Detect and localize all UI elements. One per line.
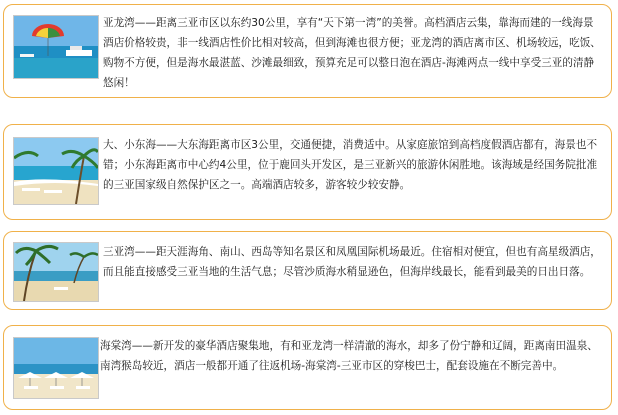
beach-card-sanya-bay — [3, 231, 612, 310]
beach-card-dadonghai — [3, 124, 612, 220]
beach-card-haitang — [3, 325, 612, 410]
dadonghai-description: 大、小东海——大东海距离市区3公里，交通便捷，消费适中。从家庭旅馆到高档度假酒店都有，海景也不错；小东海距离市中心约4公里，位于鹿回头开发区，是三亚新兴的旅游休闲胜地。该海域是经国务院批准的三亚国家级自然保护区之一。高端酒店较多，游客较少较安静。 — [103, 139, 598, 191]
haitang-bay-photo — [13, 337, 99, 399]
sanya-bay-photo — [13, 242, 99, 302]
yalong-bay-description: 亚龙湾——距离三亚市区以东约30公里，享有“天下第一湾”的美誉。高档酒店云集，靠海而建的一线海景酒店价格较贵，非一线酒店性价比相对较高，但到海滩也很方便；亚龙湾的酒店离市区、机场较远，吃饭、购物不方便，但是海水最湛蓝、沙滩最细致，预算充足可以整日泡在酒店-海滩两点一线中享受三亚的清静悠闲！ — [103, 17, 601, 89]
haitang-bay-description: 海棠湾——新开发的豪华酒店聚集地，有和亚龙湾一样清澈的海水，却多了份宁静和辽阔，距离南田温泉、南湾猴岛较近，酒店一般都开通了往返机场-海棠湾-三亚市区的穿梭巴士，配套设施在不断完善中。 — [100, 340, 598, 372]
sanya-bay-description: 三亚湾——距天涯海角、南山、西岛等知名景区和凤凰国际机场最近。住宿相对便宜，但也有高星级酒店，而且能直接感受三亚当地的生活气息；尽管沙质海水稍显逊色，但海岸线最长，能看到最美的日出日落。 — [103, 246, 601, 278]
beach-card-yalong — [3, 4, 612, 98]
dadonghai-photo — [13, 137, 99, 205]
yalong-bay-photo — [13, 15, 99, 79]
